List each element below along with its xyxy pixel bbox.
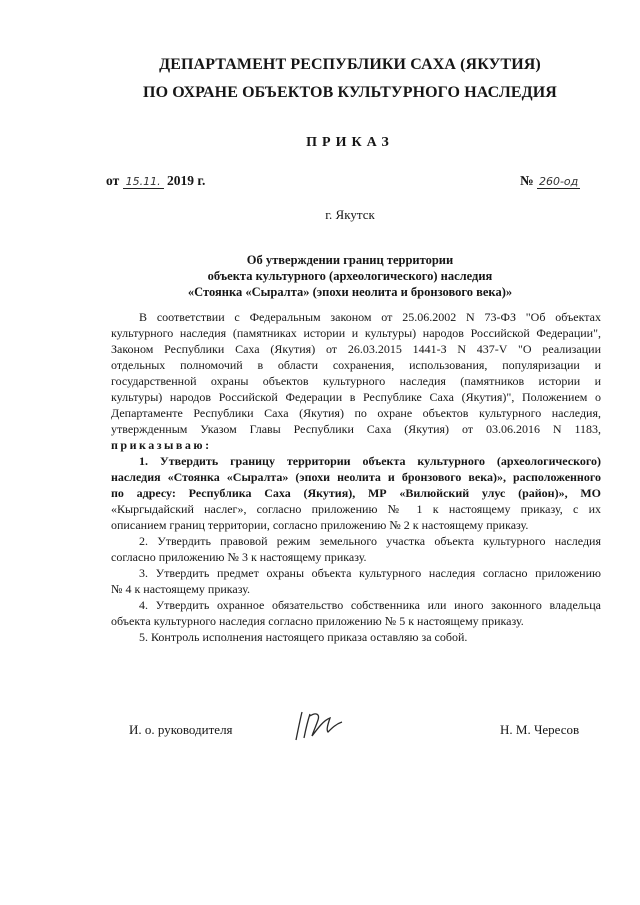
item-line: № 4 к настоящему приказу. — [111, 582, 250, 596]
preamble-line: отдельных полномочий в области сохранения, использования, популяризации и — [111, 358, 601, 372]
department-name-line-2: ПО ОХРАНЕ ОБЪЕКТОВ КУЛЬТУРНОГО НАСЛЕДИЯ — [143, 84, 557, 101]
item-line: 4. Утвердить охранное обязательство собственника или иного законного владельца — [139, 598, 601, 612]
order-number — [520, 173, 580, 189]
order-date — [106, 173, 205, 189]
preamble-line: государственной охраны объектов культурного наследия (памятников истории и — [111, 374, 601, 388]
preamble-line: культуры) народов Российской Федерации в Республике Саха (Якутия)", Положением о — [111, 390, 601, 404]
item-line: согласно приложению № 3 к настоящему приказу. — [111, 550, 367, 564]
handwritten-number: 260-од — [538, 175, 579, 188]
department-name-line-1: ДЕПАРТАМЕНТ РЕСПУБЛИКИ САХА (ЯКУТИЯ) — [159, 56, 541, 73]
item-line: 1. Утвердить границу территории объекта культурного (археологического) — [139, 454, 601, 468]
item-line: 2. Утвердить правовой режим земельного участка объекта культурного наследия — [139, 534, 601, 548]
order-item-5 — [111, 629, 601, 645]
item-line: объекта культурного наследия согласно приложению № 5 к настоящему приказу. — [111, 614, 524, 628]
order-item-1 — [111, 453, 601, 533]
item-line: 5. Контроль исполнения настоящего приказа оставляю за собой. — [139, 630, 468, 644]
handwritten-date: 15.11. — [123, 175, 164, 189]
date-prefix: от — [106, 173, 120, 188]
preamble-line: Департаменте Республики Саха (Якутия) по охране объектов культурного наследия, — [111, 406, 601, 420]
order-item-3 — [111, 565, 601, 597]
number-prefix: № — [520, 173, 534, 188]
item-line: «Кыргыдайский наслег», согласно приложению № 1 к настоящему приказу, с их — [111, 502, 601, 516]
subject-line-1: Об утверждении границ территории — [246, 253, 454, 267]
date-year: 2019 г. — [166, 173, 206, 188]
signatory-role: И. о. руководителя — [129, 722, 233, 737]
preamble-line: В соответствии с Федеральным законом от 25.06.2002 N 73-ФЗ "Об объектах — [139, 310, 601, 324]
preamble-line: культурного наследия (памятниках истории и культуры) народов Российской Федерации", — [111, 326, 601, 340]
order-item-2 — [111, 533, 601, 565]
item-line: наследия «Стоянка «Сыралта» (эпохи неолита и бронзового века)», расположенного — [111, 470, 601, 484]
order-subject — [0, 252, 640, 300]
handwritten-signature — [288, 706, 348, 746]
order-body — [111, 309, 601, 645]
city: г. Якутск — [325, 207, 375, 222]
signatory-name: Н. М. Чересов — [500, 722, 580, 737]
order-item-4 — [111, 597, 601, 629]
subject-line-2: объекта культурного (археологического) наследия — [207, 269, 493, 283]
item-line: описанием границ территории, согласно приложению № 2 к настоящему приказу. — [111, 518, 529, 532]
subject-line-3: «Стоянка «Сыралта» (эпохи неолита и бронзового века)» — [187, 285, 513, 299]
preamble — [111, 309, 601, 453]
item-line: 3. Утвердить предмет охраны объекта культурного наследия согласно приложению — [139, 566, 601, 580]
resolve-word: приказываю: — [111, 438, 212, 452]
preamble-line: утвержденным Указом Главы Республики Саха (Якутия) от 03.06.2016 N 1183, — [111, 422, 601, 436]
item-line: по адресу: Республика Саха (Якутия), МР «Вилюйский улус (район)», МО — [111, 486, 601, 500]
document-type-title: ПРИКАЗ — [306, 135, 394, 150]
preamble-line: Законом Республики Саха (Якутия) от 26.03.2015 1441-З N 437-V "О реализации — [111, 342, 601, 356]
